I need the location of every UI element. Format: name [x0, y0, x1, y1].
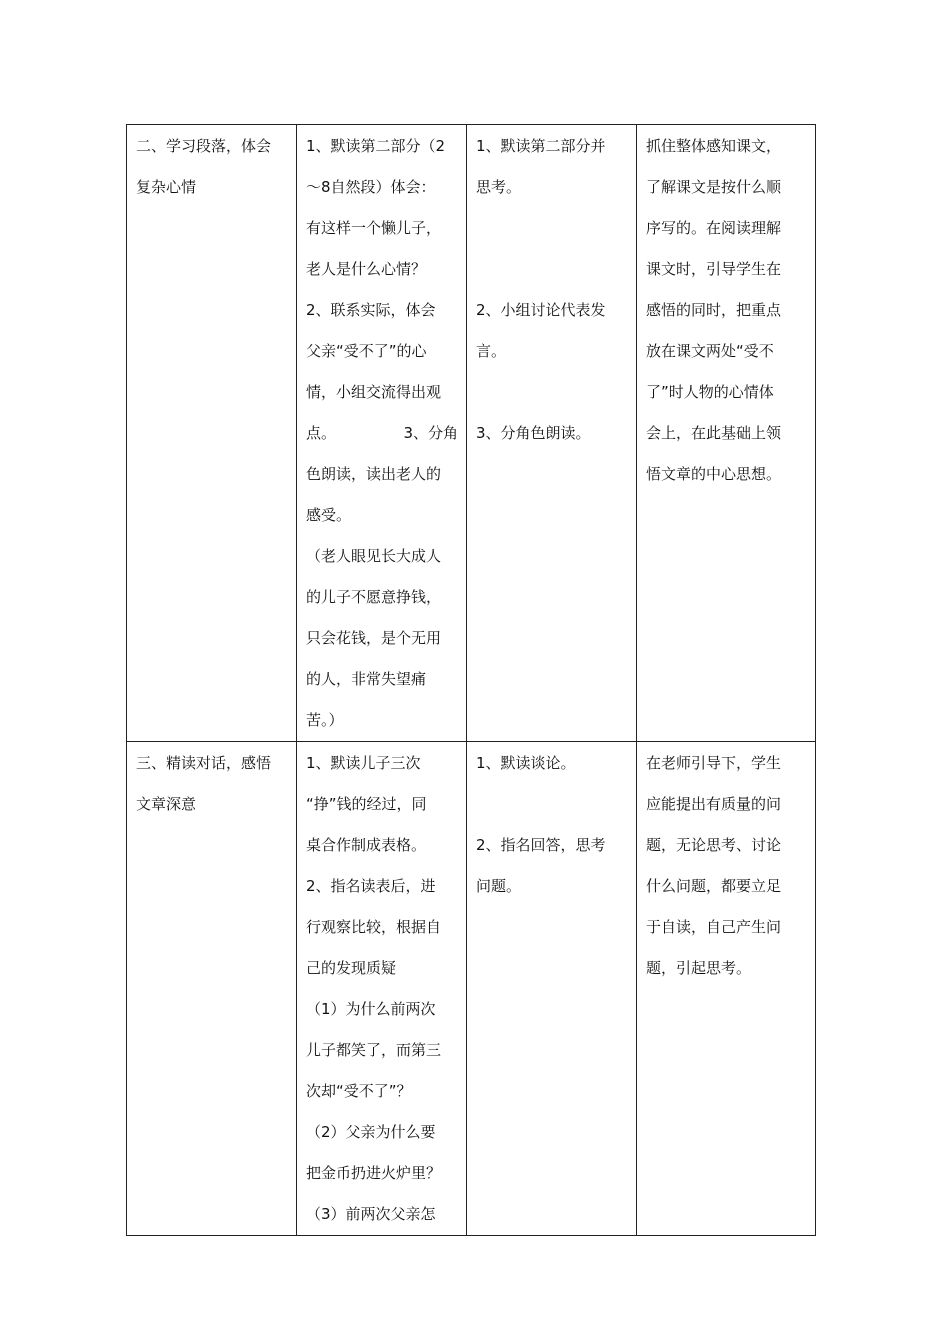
teacher-line: 己的发现质疑	[306, 959, 397, 977]
teacher-line	[306, 413, 458, 454]
student-line: 2、小组讨论代表发	[476, 301, 606, 319]
teacher-line: （1）为什么前两次	[306, 1000, 436, 1018]
design-intent-cell	[637, 125, 816, 742]
intent-line: 抓住整体感知课文，	[646, 137, 782, 155]
intent-line: 题，无论思考、讨论	[646, 836, 782, 854]
student-line: 思考。	[476, 178, 522, 196]
teacher-line: 把金币扔进火炉里？	[306, 1164, 442, 1182]
teacher-line: 情，小组交流得出观	[306, 383, 442, 401]
teacher-line: ～8自然段）体会：	[306, 178, 436, 196]
teacher-line: 儿子都笑了，而第三	[306, 1041, 442, 1059]
student-activity-cell	[467, 125, 637, 742]
student-line: 言。	[476, 342, 507, 360]
teacher-line: 行观察比较，根据自	[306, 918, 442, 936]
teacher-line: 1、默读第二部分（2	[306, 137, 446, 155]
section-cell	[127, 742, 297, 1236]
intent-line: 了”时人物的心情体	[646, 383, 774, 401]
teacher-activity-cell	[297, 742, 467, 1236]
teacher-line: “挣”钱的经过，同	[306, 795, 427, 813]
lesson-plan-table	[126, 124, 816, 1236]
teacher-line: （2）父亲为什么要	[306, 1123, 436, 1141]
table-row	[127, 742, 816, 1236]
student-line: 1、默读谈论。	[476, 754, 576, 772]
teacher-line: 有这样一个懒儿子，	[306, 219, 442, 237]
intent-line: 放在课文两处“受不	[646, 342, 774, 360]
teacher-line: 老人是什么心情？	[306, 260, 427, 278]
spacer	[476, 208, 628, 290]
spacer	[476, 372, 628, 413]
teacher-line: 桌合作制成表格。	[306, 836, 427, 854]
teacher-text: 3、分角	[403, 424, 458, 442]
student-line: 问题。	[476, 877, 522, 895]
intent-line: 了解课文是按什么顺	[646, 178, 782, 196]
student-activity-cell	[467, 742, 637, 1236]
student-line: 3、分角色朗读。	[476, 424, 591, 442]
section-line: 三、精读对话，感悟	[136, 754, 272, 772]
intent-line: 会上，在此基础上领	[646, 424, 782, 442]
section-line: 文章深意	[136, 795, 197, 813]
intent-line: 在老师引导下，学生	[646, 754, 782, 772]
intent-line: 什么问题，都要立足	[646, 877, 782, 895]
teacher-line: （老人眼见长大成人	[306, 547, 442, 565]
teacher-line: 只会花钱，是个无用	[306, 629, 442, 647]
teacher-text: 点。	[306, 424, 337, 442]
teacher-line: 1、默读儿子三次	[306, 754, 421, 772]
teacher-activity-cell	[297, 125, 467, 742]
intent-line: 课文时，引导学生在	[646, 260, 782, 278]
table-row	[127, 125, 816, 742]
student-line: 2、指名回答，思考	[476, 836, 606, 854]
teacher-line: 父亲“受不了”的心	[306, 342, 427, 360]
section-line: 复杂心情	[136, 178, 197, 196]
intent-line: 应能提出有质量的问	[646, 795, 782, 813]
intent-line: 悟文章的中心思想。	[646, 465, 782, 483]
section-line: 二、学习段落，体会	[136, 137, 272, 155]
student-line: 1、默读第二部分并	[476, 137, 606, 155]
intent-line: 感悟的同时，把重点	[646, 301, 782, 319]
section-cell	[127, 125, 297, 742]
teacher-line: （3）前两次父亲怎	[306, 1205, 436, 1223]
teacher-line: 次却“受不了”？	[306, 1082, 412, 1100]
teacher-line: 的儿子不愿意挣钱，	[306, 588, 442, 606]
intent-line: 于自读，自己产生问	[646, 918, 782, 936]
teacher-line: 2、指名读表后，进	[306, 877, 436, 895]
teacher-line: 苦。）	[306, 711, 344, 729]
spacer	[476, 784, 628, 825]
teacher-line: 色朗读，读出老人的	[306, 465, 442, 483]
intent-line: 题，引起思考。	[646, 959, 752, 977]
teacher-line: 2、联系实际，体会	[306, 301, 436, 319]
teacher-line: 的人，非常失望痛	[306, 670, 427, 688]
design-intent-cell	[637, 742, 816, 1236]
intent-line: 序写的。在阅读理解	[646, 219, 782, 237]
teacher-line: 感受。	[306, 506, 352, 524]
